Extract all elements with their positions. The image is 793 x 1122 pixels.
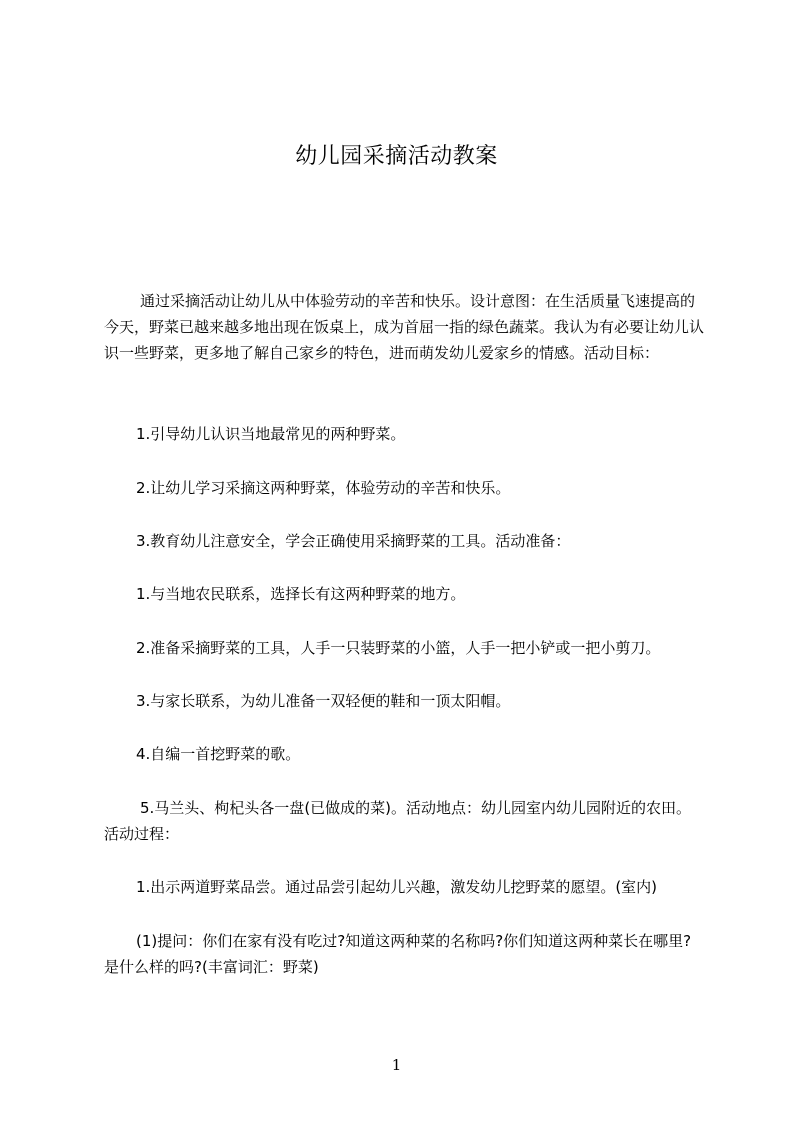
document-title: 幼儿园采摘活动教案 bbox=[295, 144, 498, 169]
page-number: 1 bbox=[391, 1056, 402, 1074]
process-item-1: 1.出示两道野菜品尝。通过品尝引起幼儿兴趣，激发幼儿挖野菜的愿望。(室内) bbox=[136, 878, 658, 896]
prep-item-1: 1.与当地农民联系，选择长有这两种野菜的地方。 bbox=[136, 585, 466, 603]
goal-item-3: 3.教育幼儿注意安全，学会正确使用采摘野菜的工具。活动准备： bbox=[136, 532, 571, 550]
goal-item-1: 1.引导幼儿认识当地最常见的两种野菜。 bbox=[136, 425, 406, 443]
prep-item-3: 3.与家长联系，为幼儿准备一双轻便的鞋和一顶太阳帽。 bbox=[136, 692, 511, 710]
prep-item-5: 5.马兰头、枸杞头各一盘(已做成的菜)。活动地点：幼儿园室内幼儿园附近的农田。活动过程： bbox=[104, 799, 692, 843]
goal-item-2: 2.让幼儿学习采摘这两种野菜，体验劳动的辛苦和快乐。 bbox=[136, 479, 511, 497]
intro-paragraph: 通过采摘活动让幼儿从中体验劳动的辛苦和快乐。设计意图：在生活质量飞速提高的今天，野菜已越来越多地出现在饭桌上，成为首屈一指的绿色蔬菜。我认为有必要让幼儿认识一些野菜，更多地了解自己家乡的特色，进而萌发幼儿爱家乡的情感。活动目标： bbox=[104, 292, 705, 362]
prep-item-4: 4.自编一首挖野菜的歌。 bbox=[136, 745, 301, 763]
prep-item-2: 2.准备采摘野菜的工具，人手一只装野菜的小篮，人手一把小铲或一把小剪刀。 bbox=[136, 639, 661, 657]
process-item-1-1: (1)提问：你们在家有没有吃过?知道这两种菜的名称吗?你们知道这两种菜长在哪里?是什么样的吗?(丰富词汇：野菜) bbox=[104, 932, 692, 976]
